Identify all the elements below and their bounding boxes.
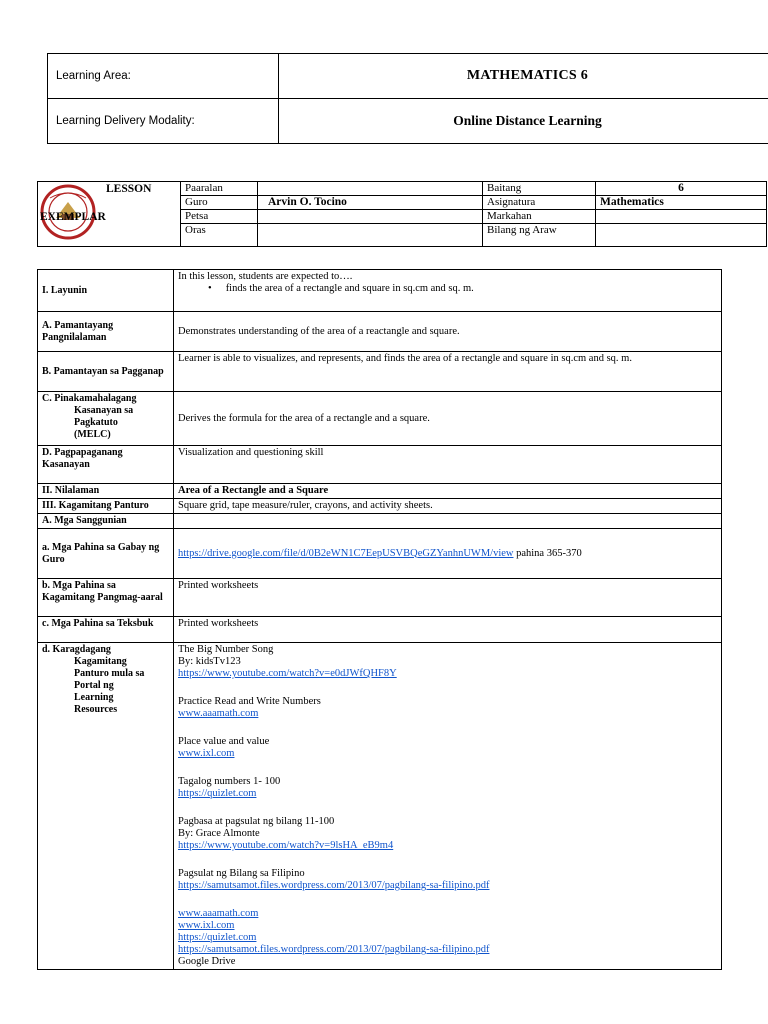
resource-6-link[interactable]: https://samutsamot.files.wordpress.com/2013/07/pagbilang-sa-filipino.pdf [178,880,490,891]
resource-2-link[interactable]: www.aaamath.com [178,708,259,719]
baitang-label: Baitang [483,182,596,196]
nilalaman-label: II. Nilalaman [38,484,174,499]
lesson-label: LESSON [106,183,152,195]
spacer [178,892,717,908]
gabay-label: a. Mga Pahina sa Gabay ng Guro [38,529,174,579]
asignatura-value: Mathematics [596,196,767,210]
oras-value [258,224,483,247]
resource-4-title: Tagalog numbers 1- 100 [178,776,281,787]
learning-area-label: Learning Area: [48,54,279,99]
paaralan-value [258,182,483,196]
gabay-cell [174,529,722,579]
layunin-intro: In this lesson, students are expected to…. [178,271,353,282]
baitang-value: 6 [596,182,767,196]
resource-1-link[interactable]: https://www.youtube.com/watch?v=e0dJWfQHF8Y [178,668,397,679]
modality-value: Online Distance Learning [279,99,768,144]
learning-area-row [48,54,768,99]
layunin-list [178,283,717,295]
kagamitang-value: Square grid, tape measure/ruler, crayons, and activity sheets. [174,499,722,514]
pagpapaganang-row [38,446,722,484]
teksbuk-label: c. Mga Pahina sa Teksbuk [38,617,174,643]
lesson-info-table [37,181,767,247]
spacer [178,720,717,736]
modality-row [48,99,768,144]
layunin-row [38,270,722,312]
karagdagang-label-3: Panturo mula sa [74,668,145,679]
sanggunian-value [174,514,722,529]
paaralan-label: Paaralan [181,182,258,196]
resource-7-link-a[interactable]: www.aaamath.com [178,908,259,919]
spacer [178,800,717,816]
karagdagang-label-2: Kagamitang [74,656,127,667]
resource-6-title: Pagsulat ng Bilang sa Filipino [178,868,305,879]
resource-1-title: The Big Number Song [178,644,274,655]
resource-3-link[interactable]: www.ixl.com [178,748,235,759]
nilalaman-row [38,484,722,499]
sanggunian-row [38,514,722,529]
guro-value: Arvin O. Tocino [258,196,483,210]
pagganap-row [38,352,722,392]
asignatura-label: Asignatura [483,196,596,210]
pangmag-aaral-label: b. Mga Pahina sa Kagamitang Pangmag-aaral [38,579,174,617]
layunin-bullet: • finds the area of a rectangle and square in sq.cm and sq. m. [214,283,717,295]
resource-2-title: Practice Read and Write Numbers [178,696,321,707]
resource-3-title: Place value and value [178,736,270,747]
pagpapaganang-label: D. Pagpapaganang Kasanayan [38,446,174,484]
melc-label-2: Kasanayan sa [74,405,134,416]
markahan-value [596,210,767,224]
pamantayang-row [38,312,722,352]
logo-cell [38,182,181,247]
header-table [47,53,768,144]
nilalaman-value: Area of a Rectangle and a Square [174,484,722,499]
learning-area-value: MATHEMATICS 6 [279,54,768,99]
spacer [178,852,717,868]
karagdagang-row [38,643,722,970]
pamantayang-label: A. Pamantayang Pangnilalaman [38,312,174,352]
resource-5-author: By: Grace Almonte [178,828,260,839]
resource-7-tail: Google Drive [178,956,236,967]
gabay-link[interactable]: https://drive.google.com/file/d/0B2eWN1C7EepUSVBQeGZYanhnUWM/view [178,547,514,559]
melc-label-1: C. Pinakamahalagang [42,393,137,404]
petsa-value [258,210,483,224]
melc-value: Derives the formula for the area of a rectangle and a square. [174,392,722,446]
gabay-pages: pahina 365-370 [513,547,582,559]
teksbuk-value: Printed worksheets [174,617,722,643]
sanggunian-label: A. Mga Sanggunian [38,514,174,529]
melc-label-3: Pagkatuto [74,417,118,428]
pagganap-label: B. Pamantayan sa Pagganap [38,352,174,392]
karagdagang-label-1: d. Karagdagang [42,644,111,655]
pangmag-aaral-value: Printed worksheets [174,579,722,617]
resource-4-link[interactable]: https://quizlet.com [178,788,257,799]
kagamitang-row [38,499,722,514]
melc-label [38,392,174,446]
melc-row [38,392,722,446]
layunin-label: I. Layunin [38,270,174,312]
resource-7-link-b[interactable]: www.ixl.com [178,920,235,931]
oras-label: Oras [181,224,258,247]
resource-1-author: By: kidsTv123 [178,656,241,667]
resources-cell [174,643,722,970]
karagdagang-label-6: Resources [74,704,118,715]
kagamitang-label: III. Kagamitang Panturo [38,499,174,514]
modality-label: Learning Delivery Modality: [48,99,279,144]
layunin-cell [174,270,722,312]
karagdagang-label-5: Learning [74,692,114,703]
petsa-label: Petsa [181,210,258,224]
bilang-label: Bilang ng Araw [483,224,596,247]
resource-7-link-c[interactable]: https://quizlet.com [178,932,257,943]
karagdagang-label-4: Portal ng [74,680,114,691]
pamantayang-value: Demonstrates understanding of the area of a reactangle and square. [174,312,722,352]
resource-5-title: Pagbasa at pagsulat ng bilang 11-100 [178,816,335,827]
melc-label-4: (MELC) [74,429,111,440]
spacer [178,760,717,776]
guro-label: Guro [181,196,258,210]
karagdagang-label [38,643,174,970]
resource-5-link[interactable]: https://www.youtube.com/watch?v=9lsHA_eB9m4 [178,840,394,851]
gabay-row [38,529,722,579]
kagamitang-pangmag-aaral-row [38,579,722,617]
info-row-1 [38,182,767,196]
lesson-plan-table [37,269,722,970]
teksbuk-row [38,617,722,643]
bilang-value [596,224,767,247]
pagpapaganang-value: Visualization and questioning skill [174,446,722,484]
spacer [178,680,717,696]
pagganap-value: Learner is able to visualizes, and represents, and finds the area of a rectangle and square in sq.cm and sq. m. [174,352,722,392]
markahan-label: Markahan [483,210,596,224]
exemplar-label: EXEMPLAR [40,211,106,223]
resource-7-link-d[interactable]: https://samutsamot.files.wordpress.com/2013/07/pagbilang-sa-filipino.pdf [178,944,490,955]
